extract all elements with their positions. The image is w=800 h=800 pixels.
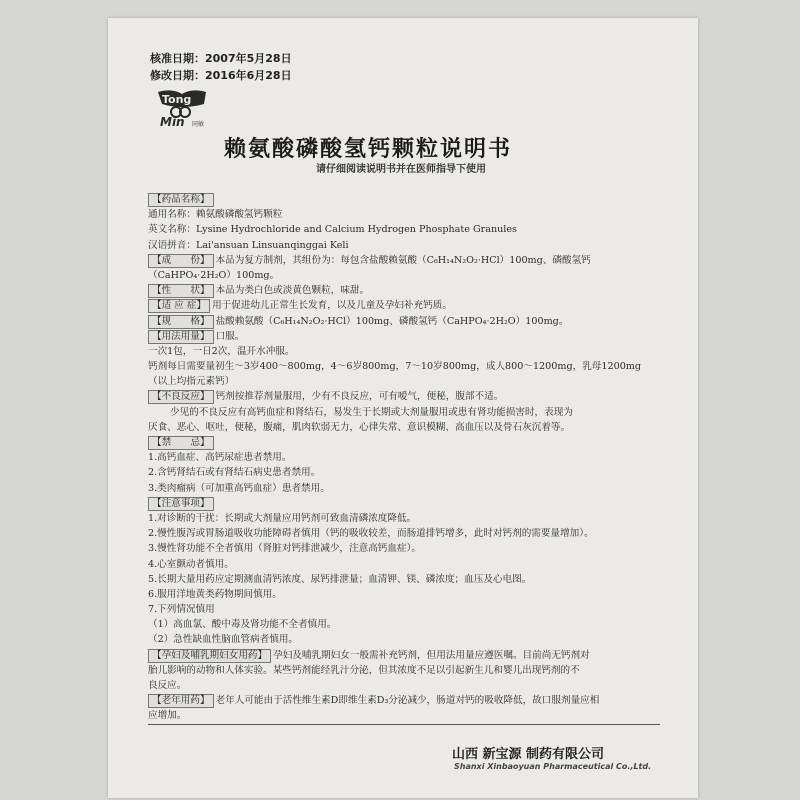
company-name-en: Shanxi Xinbaoyuan Pharmaceutical Co.,Ltd. — [454, 762, 652, 771]
document-subtitle: 请仔细阅读说明书并在医师指导下使用 — [316, 164, 486, 175]
precaution-6: 6.服用洋地黄类药物期间慎用。 — [148, 588, 282, 600]
precaution-4: 4.心室颤动者慎用。 — [148, 558, 234, 570]
section-dosage: 【用法用量】 口服。 — [148, 329, 656, 344]
section-indications: 【适 应 症】 用于促进幼儿正常生长发育，以及儿童及孕妇补充钙质。 — [148, 298, 656, 313]
company-name: 山西 新宝源 制药有限公司 — [452, 747, 605, 762]
contraindication-2: 2.含钙肾结石或有肾结石病史患者禁用。 — [148, 467, 321, 479]
contraindication-1: 1.高钙血症、高钙尿症患者禁用。 — [148, 452, 292, 464]
precaution-7: 7.下列情况慎用 — [148, 604, 215, 616]
dosage-requirement: 钙剂每日需要量初生～3岁400～800mg，4～6岁800mg，7～10岁800mg，成人800～1200mg，乳母1200mg — [148, 361, 642, 373]
adverse-detail-cont: 厌食、恶心、呕吐，便秘，腹痛，肌肉软弱无力，心律失常、意识模糊、高血压以及骨石灰沉着等。 — [148, 421, 571, 433]
section-contraindications: 【禁 忌】 — [148, 435, 656, 450]
date-block — [150, 50, 292, 84]
precaution-3: 3.慢性肾功能不全者慎用（肾脏对钙排泄减少，注意高钙血症）。 — [148, 543, 421, 555]
elderly-cont: 应增加。 — [148, 710, 187, 722]
precaution-1: 1.对诊断的干扰：长期或大剂量应用钙剂可致血清磷浓度降低。 — [148, 512, 417, 524]
section-elderly: 【老年用药】 老年人可能由于活性维生素D即维生素D₃分泌减少，肠道对钙的吸收降低，故口服剂量应相 — [148, 693, 656, 708]
section-adverse-reactions: 【不良反应】 钙剂按推荐剂量服用，少有不良反应，可有嗳气，便秘，腹部不适。 — [148, 389, 656, 404]
tongmin-logo — [152, 88, 214, 130]
footer-divider — [148, 724, 660, 725]
adverse-detail: 少见的不良反应有高钙血症和肾结石，易发生于长期或大剂量服用或患有肾功能损害时，表现为 — [170, 406, 573, 418]
english-name: 英文名称：Lysine Hydrochloride and Calcium Hydrogen Phosphate Granules — [148, 224, 517, 236]
pregnancy-cont: 胎儿影响的动物和人体实验。某些钙剂能经乳汁分泌，但其浓度不足以引起新生儿和婴儿出现钙剂的不 — [148, 664, 580, 676]
section-precautions: 【注意事项】 — [148, 496, 656, 511]
svg-text:Min: Min — [160, 115, 185, 129]
approval-date: 核准日期：2007年5月28日 — [150, 52, 292, 65]
dosage-note: （以上均指元素钙） — [148, 376, 235, 388]
precaution-5: 5.长期大量用药应定期测血清钙浓度、尿钙排泄量；血清钾、镁、磷浓度；血压及心电图。 — [148, 573, 532, 585]
document-title: 赖氨酸磷酸氢钙颗粒说明书 — [224, 137, 513, 162]
contraindication-3: 3.类肉瘤病（可加重高钙血症）患者禁用。 — [148, 482, 330, 494]
revision-date: 修改日期：2016年6月28日 — [150, 69, 292, 82]
generic-name: 通用名称：赖氨酸磷酸氢钙颗粒 — [148, 209, 283, 221]
svg-text:同敏: 同敏 — [192, 121, 205, 128]
section-drug-name: 【药品名称】 — [148, 192, 656, 207]
section-composition: 【成 份】 本品为复方制剂，其组份为：每包含盐酸赖氨酸（C₆H₁₄N₂O₂·HCl）100mg、磷酸氢钙 — [148, 253, 656, 268]
section-appearance: 【性 状】 本品为类白色或淡黄色颗粒，味甜。 — [148, 283, 656, 298]
precaution-7-1: （1）高血氯、酸中毒及肾功能不全者慎用。 — [148, 619, 337, 631]
precaution-7-2: （2）急性缺血性脑血管病者慎用。 — [148, 634, 299, 646]
pinyin-name: 汉语拼音：Lai'ansuan Linsuanqinggai Keli — [148, 239, 349, 251]
section-specification: 【规 格】 盐酸赖氨酸（C₆H₁₄N₂O₂·HCl）100mg、磷酸氢钙（CaHPO₄·2H₂O）100mg。 — [148, 314, 656, 329]
composition-cont: （CaHPO₄·2H₂O）100mg。 — [148, 269, 280, 281]
pregnancy-cont-2: 良反应。 — [148, 680, 187, 691]
svg-text:Tong: Tong — [162, 93, 192, 106]
section-pregnancy: 【孕妇及哺乳期妇女用药】 孕妇及哺乳期妇女一般需补充钙剂，但用法用量应遵医嘱。目前尚无钙剂对 — [148, 648, 656, 663]
precaution-2: 2.慢性腹泻或胃肠道吸收功能障碍者慎用（钙的吸收较差，而肠道排钙增多，此时对钙剂的需要量增加）。 — [148, 528, 594, 540]
dosage-line: 一次1包，一日2次，温开水冲服。 — [148, 345, 295, 357]
leaflet-body — [148, 192, 656, 724]
